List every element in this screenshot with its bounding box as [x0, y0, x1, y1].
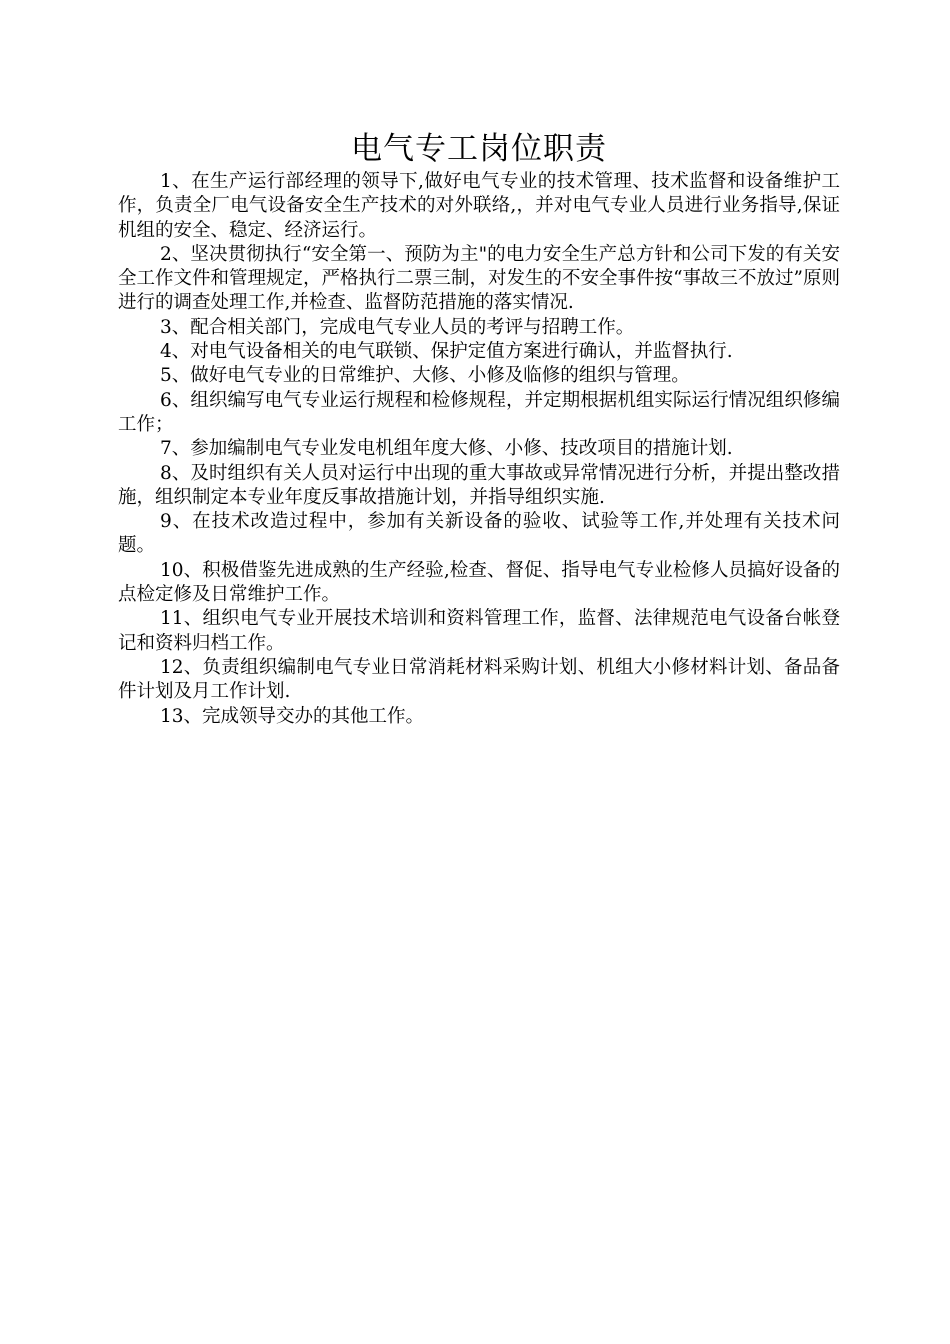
duty-item-6: 6、组织编写电气专业运行规程和检修规程，并定期根据机组实际运行情况组织修编工作； — [118, 389, 840, 435]
duty-item-7: 7、参加编制电气专业发电机组年度大修、小修、技改项目的措施计划. — [160, 438, 733, 460]
duty-item-2: 2、坚决贯彻执行“安全第一、预防为主"的电力安全生产总方针和公司下发的有关安全工作文件和管理规定，严格执行二票三制，对发生的不安全事件按“事故三不放过”原则进行的调查处理工作,并检查、监督防范措施的落实情况. — [118, 243, 840, 314]
duty-item-10: 10、积极借鉴先进成熟的生产经验,检查、督促、指导电气专业检修人员搞好设备的点检定修及日常维护工作。 — [118, 559, 840, 606]
duty-item-5: 5、做好电气专业的日常维护、大修、小修及临修的组织与管理。 — [160, 365, 690, 387]
duty-item-8: 8、及时组织有关人员对运行中出现的重大事故或异常情况进行分析，并提出整改措施，组织制定本专业年度反事故措施计划，并指导组织实施. — [118, 462, 840, 508]
duty-item-11: 11、组织电气专业开展技术培训和资料管理工作，监督、法律规范电气设备台帐登记和资料归档工作。 — [118, 608, 840, 654]
duty-item-9: 9、在技术改造过程中，参加有关新设备的验收、试验等工作,并处理有关技术问题。 — [118, 511, 840, 557]
duty-item-1: 1、在生产运行部经理的领导下,做好电气专业的技术管理、技术监督和设备维护工作，负责全厂电气设备安全生产技术的对外联络,，并对电气专业人员进行业务指导,保证机组的安全、稳定、经济运行。 — [118, 171, 840, 241]
duty-item-4: 4、对电气设备相关的电气联锁、保护定值方案进行确认，并监督执行. — [160, 341, 733, 363]
document-title: 电气专工岗位职责 — [351, 131, 607, 167]
document-body — [118, 128, 840, 729]
duty-item-12: 12、负责组织编制电气专业日常消耗材料采购计划、机组大小修材料计划、备品备件计划及月工作计划. — [118, 656, 840, 703]
duty-item-3: 3、配合相关部门，完成电气专业人员的考评与招聘工作。 — [160, 316, 635, 338]
duty-item-13: 13、完成领导交办的其他工作。 — [160, 705, 425, 727]
